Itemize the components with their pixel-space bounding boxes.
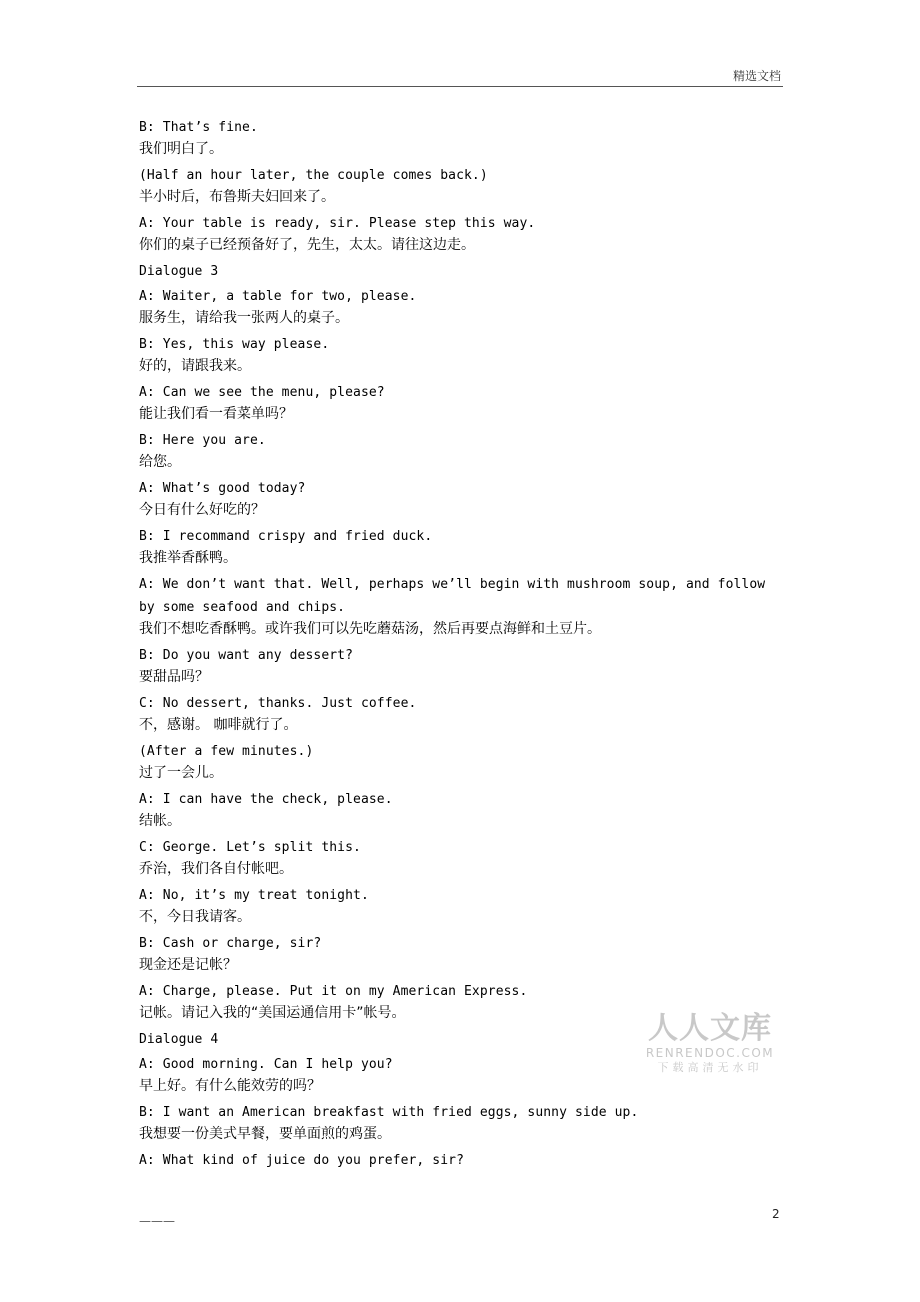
english-dialogue-line: B: I want an American breakfast with fried eggs, sunny side up. bbox=[139, 1105, 639, 1120]
english-dialogue-line: B: I recommand crispy and fried duck. bbox=[139, 529, 433, 544]
chinese-translation-line: 早上好。有什么能效劳的吗？ bbox=[139, 1078, 321, 1094]
english-dialogue-line: C: George. Let’s split this. bbox=[139, 840, 361, 855]
english-dialogue-line: A: Can we see the menu, please? bbox=[139, 385, 385, 400]
chinese-translation-line: 今日有什么好吃的？ bbox=[139, 502, 265, 518]
english-dialogue-line: B: That’s fine. bbox=[139, 120, 258, 135]
chinese-translation-line: 给您。 bbox=[139, 454, 181, 470]
chinese-translation-line: 过了一会儿。 bbox=[139, 765, 223, 781]
footer-rule: ——— bbox=[139, 1214, 175, 1228]
chinese-translation-line: 乔治，我们各自付帐吧。 bbox=[139, 861, 293, 877]
english-dialogue-line: C: No dessert, thanks. Just coffee. bbox=[139, 696, 417, 711]
english-dialogue-line: A: No, it’s my treat tonight. bbox=[139, 888, 369, 903]
chinese-translation-line: 我推举香酥鸭。 bbox=[139, 550, 237, 566]
dialogue-heading: Dialogue 4 bbox=[139, 1032, 219, 1047]
header-title: 精选文档 bbox=[732, 69, 781, 83]
chinese-translation-line: 不，感谢。 咖啡就行了。 bbox=[139, 717, 298, 733]
english-dialogue-line: A: What kind of juice do you prefer, sir? bbox=[139, 1153, 464, 1168]
watermark-url: RENRENDOC.COM bbox=[645, 1046, 775, 1060]
chinese-translation-line: 我们不想吃香酥鸭。或许我们可以先吃蘑菇汤，然后再要点海鲜和土豆片。 bbox=[139, 621, 601, 637]
page-header bbox=[137, 66, 783, 87]
chinese-translation-line: 我们明白了。 bbox=[139, 141, 223, 157]
english-dialogue-line: B: Here you are. bbox=[139, 433, 266, 448]
english-dialogue-line: B: Cash or charge, sir? bbox=[139, 936, 322, 951]
english-dialogue-line: B: Do you want any dessert? bbox=[139, 648, 354, 663]
english-dialogue-line: A: Waiter, a table for two, please. bbox=[139, 289, 417, 304]
chinese-translation-line: 你们的桌子已经预备好了，先生，太太。请往这边走。 bbox=[139, 237, 475, 253]
english-dialogue-line: A: We don’t want that. Well, perhaps we’ll begin with mushroom soup, and follow by some seafood and chips. bbox=[139, 577, 774, 615]
english-dialogue-line: A: What’s good today? bbox=[139, 481, 306, 496]
watermark-tagline: 下载高清无水印 bbox=[657, 1061, 763, 1074]
watermark-logo bbox=[645, 1012, 775, 1076]
chinese-translation-line: 要甜品吗？ bbox=[139, 669, 209, 685]
english-dialogue-line: (Half an hour later, the couple comes back.) bbox=[139, 168, 488, 183]
chinese-translation-line: 服务生，请给我一张两人的桌子。 bbox=[139, 310, 349, 326]
chinese-translation-line: 能让我们看一看菜单吗？ bbox=[139, 406, 293, 422]
chinese-translation-line: 结帐。 bbox=[139, 813, 181, 829]
chinese-translation-line: 不，今日我请客。 bbox=[139, 909, 251, 925]
chinese-translation-line: 现金还是记帐？ bbox=[139, 957, 237, 973]
english-dialogue-line: A: I can have the check, please. bbox=[139, 792, 393, 807]
english-dialogue-line: (After a few minutes.) bbox=[139, 744, 314, 759]
chinese-translation-line: 记帐。请记入我的“美国运通信用卡”帐号。 bbox=[139, 1005, 406, 1021]
chinese-translation-line: 半小时后，布鲁斯夫妇回来了。 bbox=[139, 189, 335, 205]
english-dialogue-line: B: Yes, this way please. bbox=[139, 337, 330, 352]
english-dialogue-line: A: Good morning. Can I help you? bbox=[139, 1057, 393, 1072]
chinese-translation-line: 我想要一份美式早餐，要单面煎的鸡蛋。 bbox=[139, 1126, 391, 1142]
dialogue-heading: Dialogue 3 bbox=[139, 264, 219, 279]
english-dialogue-line: A: Your table is ready, sir. Please step this way. bbox=[139, 216, 536, 231]
watermark-title: 人人文库 bbox=[648, 1011, 772, 1046]
page-number: 2 bbox=[772, 1207, 780, 1221]
english-dialogue-line: A: Charge, please. Put it on my American Express. bbox=[139, 984, 528, 999]
chinese-translation-line: 好的，请跟我来。 bbox=[139, 358, 251, 374]
